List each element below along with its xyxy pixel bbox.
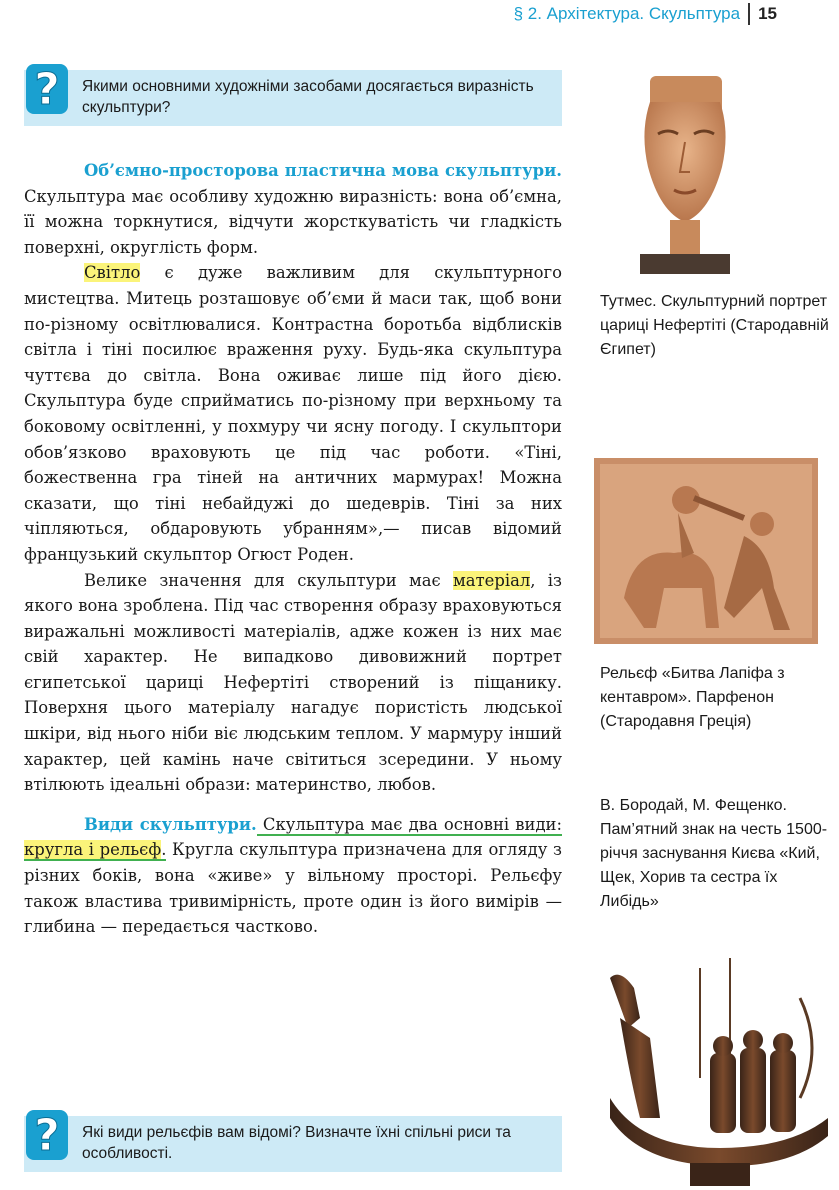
section-title: § 2. Архітектура. Скульптура (513, 4, 741, 23)
underlined-text: Скульптура має два основні види: (256, 814, 562, 834)
caption-relief: Рельєф «Битва Лапіфа з кентавром». Парфенон (Стародавня Греція) (600, 665, 785, 730)
question-box-2 (24, 1110, 562, 1172)
paragraph-material (24, 568, 562, 798)
highlight-light: Світло (84, 263, 141, 283)
question-mark-icon (24, 1108, 70, 1162)
question-mark-icon (24, 62, 70, 116)
question-1-text: Якими основними художніми засобами досягається виразність скульптури? (82, 78, 534, 116)
nefertiti-bust-image (610, 72, 760, 277)
heading-volume: Об’ємно-просторова пластична мова скульптури. (84, 161, 562, 180)
paragraph-material-intro: Велике значення для скульптури має (84, 570, 454, 590)
question-2-text: Які види рельєфів вам відомі? Визначте їхні спільні риси та особливості. (82, 1124, 511, 1162)
underlined-period: . (161, 840, 167, 860)
monument-image (600, 958, 832, 1186)
heading-types: Види скульптури. (84, 814, 257, 834)
highlight-material: матеріал (453, 570, 531, 590)
svg-text:?: ? (34, 64, 60, 115)
paragraph-material-text: , із якого вона зроблена. Під час створення образу враховуються виражальні можливості матеріалів, адже кожен із них має свій характер. Не випадково дивовижний портрет єгипетської цариці Нефертіті створений із піщанику. Поверхня цього матеріалу нагадує пористість людської шкіри, від нього ніби віє людським теплом. У мармуру інший характер, цей камінь наче світиться зсередини. У ньому втілюють ідеальні образи: материнство, любов. (24, 570, 562, 795)
highlight-types: кругла і рельєф (24, 840, 162, 860)
main-text (24, 158, 562, 940)
paragraph-types-text: Кругла скульптура призначена для огляду з різних боків, вона «живе» у вільному просторі. Рельєфу також властива тривимірність, проте один із його вимірів — глибина — передається частково. (24, 840, 562, 937)
caption-nefertiti: Тутмес. Скульптурний портрет цариці Нефертіті (Стародавній Єгипет) (600, 293, 829, 358)
svg-text:?: ? (34, 1110, 60, 1161)
paragraph-volume (24, 158, 562, 260)
paragraph-types (24, 812, 562, 940)
caption-monument: В. Бородай, М. Фещенко. Пам’ятний знак на честь 1500-річчя заснування Києва «Кий, Щек, Хорив та сестра їх Либідь» (600, 797, 828, 910)
question-box-1 (24, 64, 562, 126)
paragraph-light-text: є дуже важливим для скульптурного мистецтва. Митець розташовує об’єми й маси так, щоб вони по-різному освітлювалися. Контрастна боротьба відблисків світла і тіні посилює враження руху. Будь-яка скульптура чуттєва до світла. Вона оживає лише під його дією. Скульптура буде сприйматись по-різному при верхньому та боковому освітленні, у похмуру чи ясну погоду. І скульптори обов’язково враховують це під час роботи. «Тіні, божественна гра тіней на античних мармурах! Можна сказати, що тіні небайдужі до шедеврів. Тіні за них чіпляються, обдаровують убранням»,— писав відомий французький скульптор Огюст Роден. (24, 263, 562, 564)
paragraph-light (24, 260, 562, 567)
relief-image (594, 458, 818, 644)
paragraph-volume-text: Скульптура має особливу художню виразність: вона об’ємна, її можна торкнутися, відчути жорсткуватість чи гладкість поверхні, округлість форм. (24, 186, 562, 257)
page-header (514, 0, 777, 28)
header-divider (748, 3, 750, 25)
page-number: 15 (758, 4, 777, 23)
spacer (24, 798, 562, 812)
